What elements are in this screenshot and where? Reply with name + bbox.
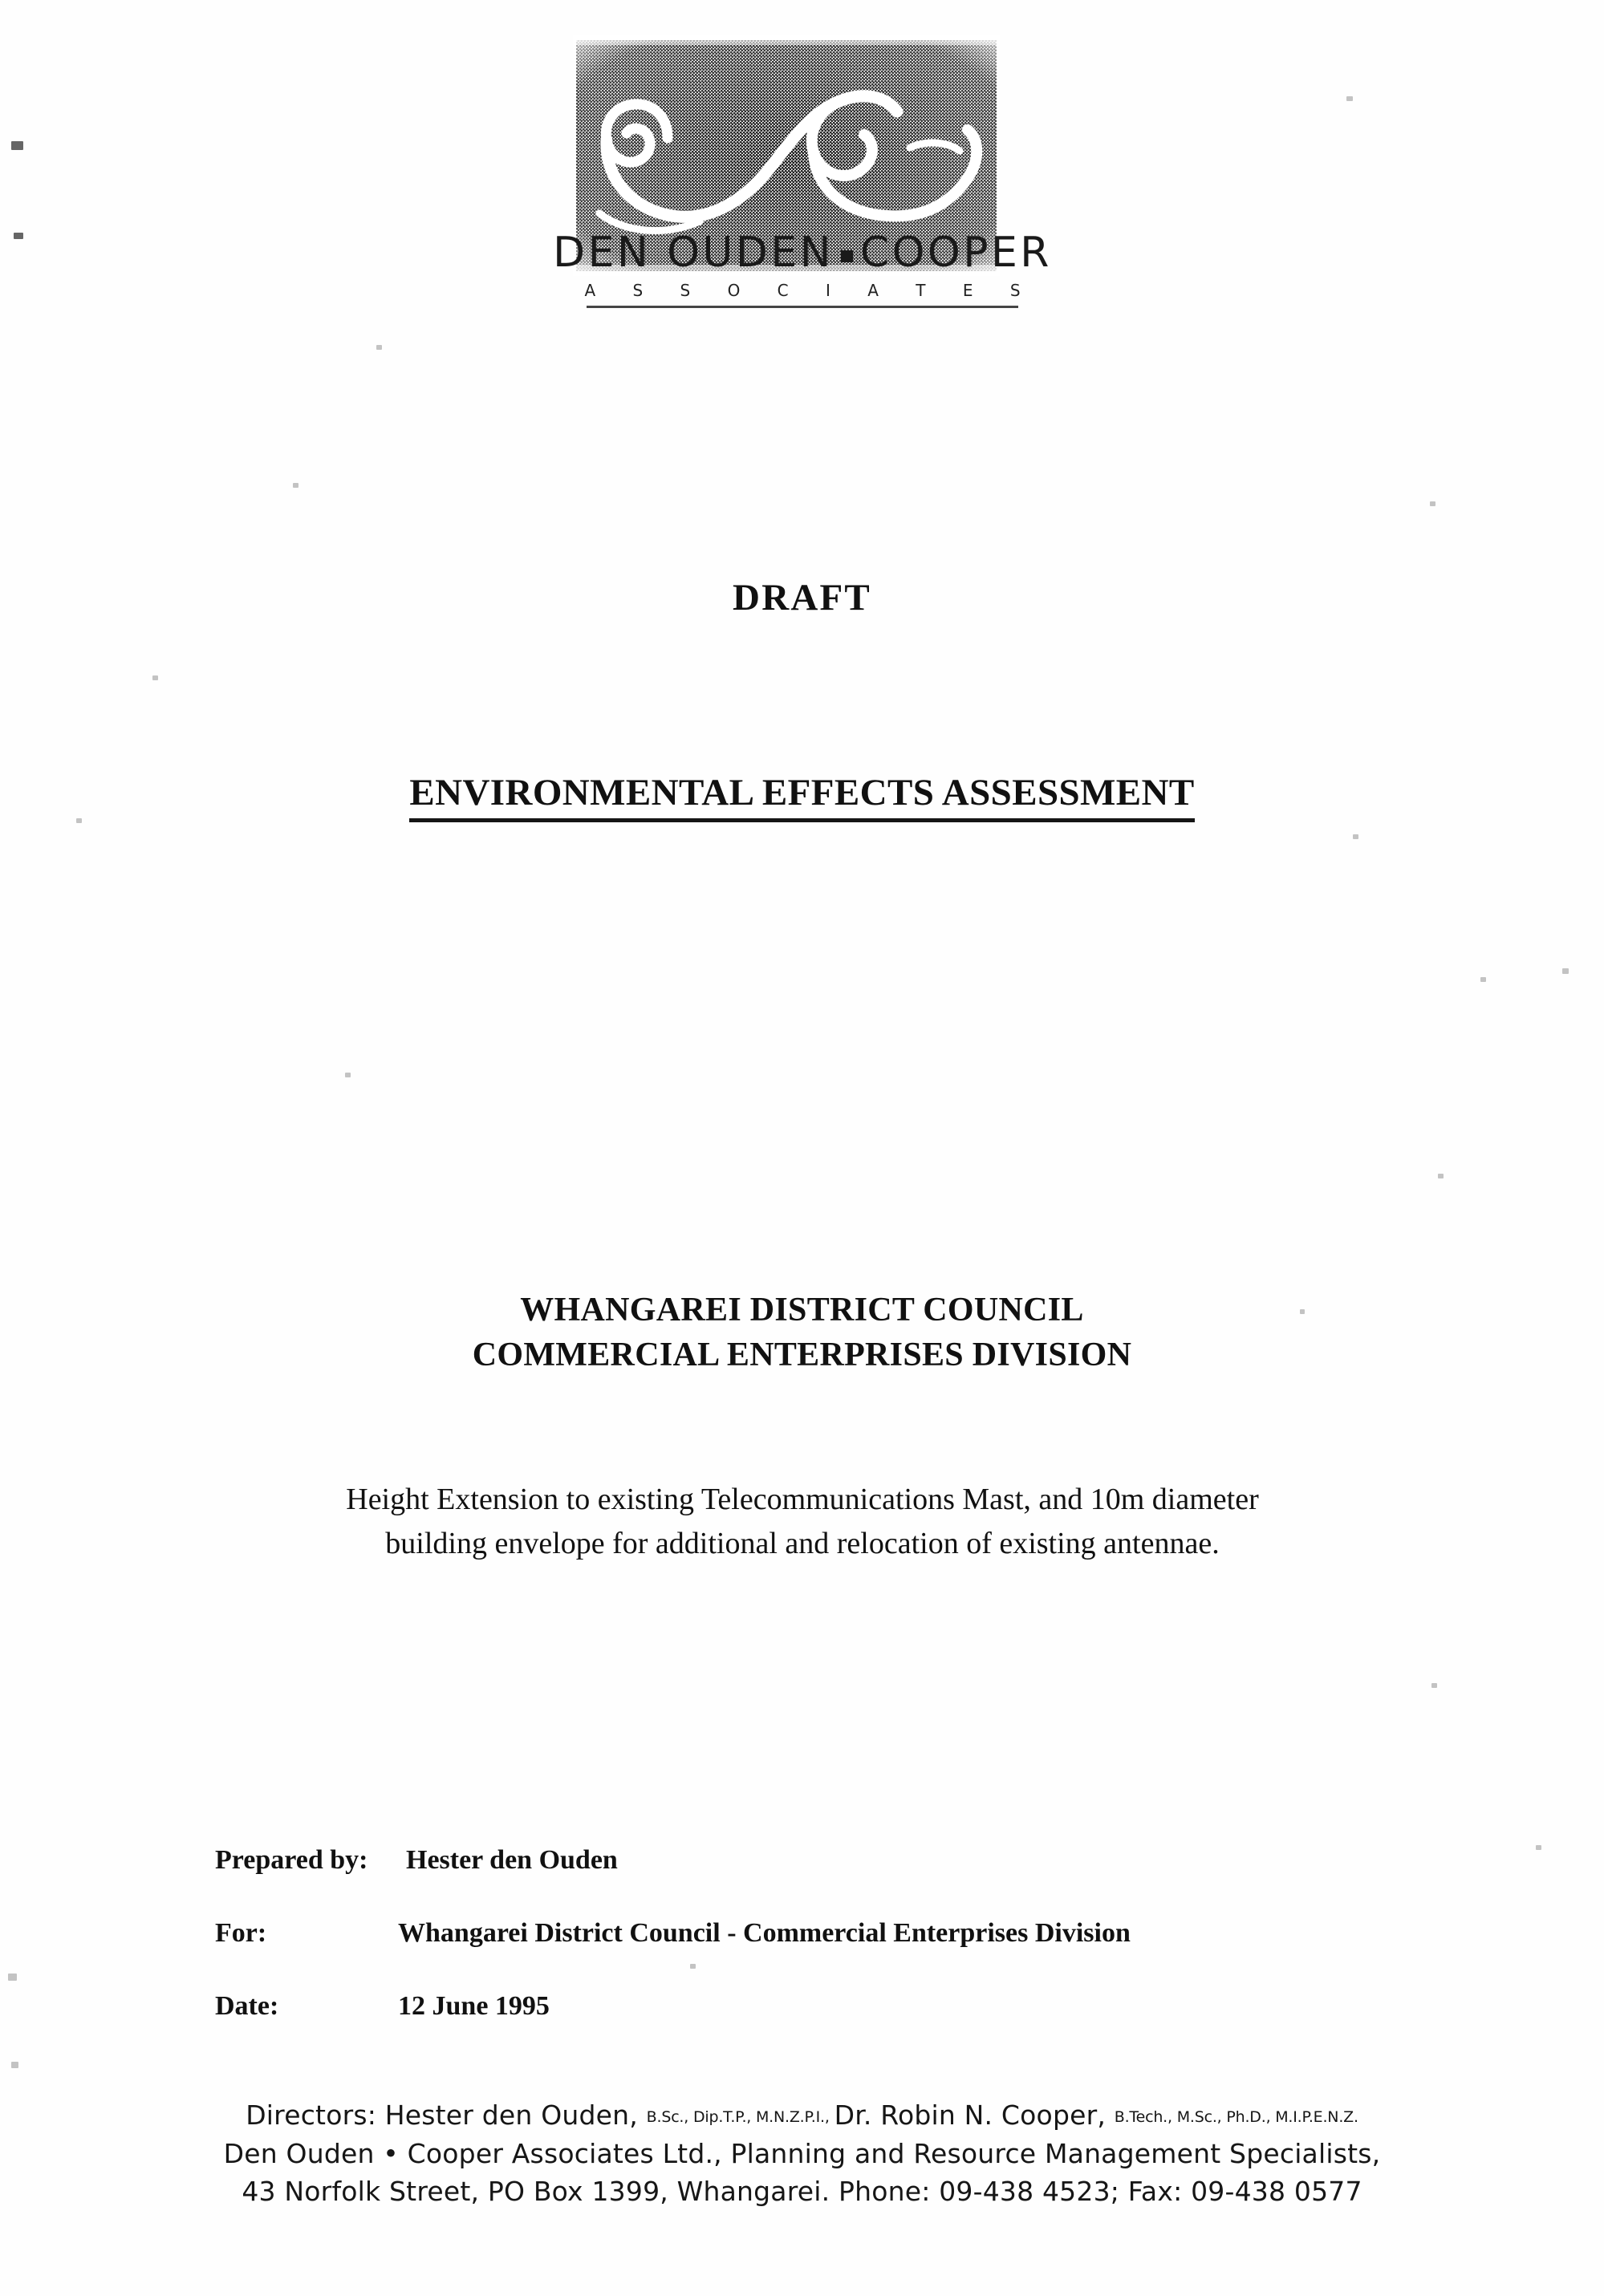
footer-director2-name: Dr. Robin N. Cooper, [834,2099,1115,2131]
footer-address-line: 43 Norfolk Street, PO Box 1399, Whangarei. Phone: 09-438 4523; Fax: 09-438 0577 [242,2176,1362,2208]
footer-company-line: Den Ouden • Cooper Associates Ltd., Planning and Resource Management Specialists, [223,2137,1381,2169]
scan-artifact [1346,96,1353,101]
for-value: Whangarei District Council - Commercial Enterprises Division [398,1918,1131,1948]
footer-director2-quals: B.Tech., M.Sc., Ph.D., M.I.P.E.N.Z. [1114,2108,1358,2126]
client-name-line2: COMMERCIAL ENTERPRISES DIVISION [472,1336,1132,1373]
draft-stamp: DRAFT [733,577,871,619]
document-metadata [215,1847,1435,2020]
wordmark-main-line [493,231,1111,275]
scan-artifact [152,675,158,680]
footer-director1-quals: B.Sc., Dip.T.P., M.N.Z.P.I., [646,2108,834,2126]
page-title: ENVIRONMENTAL EFFECTS ASSESSMENT [409,771,1194,822]
wordmark-den-ouden: DEN OUDEN [553,229,834,277]
scan-artifact [1536,1845,1541,1850]
wordmark-cooper: COOPER [859,229,1052,277]
metadata-row-date [215,1993,1435,2020]
footer-directors-line [0,2096,1604,2135]
page-footer [0,2096,1604,2211]
metadata-row-for [215,1920,1435,1947]
scan-artifact [11,141,23,150]
scan-artifact [376,345,382,350]
proposal-line2: building envelope for additional and relocation of existing antennae. [385,1527,1220,1561]
for-label: For: [215,1918,267,1948]
page-title-wrapper [0,771,1604,822]
wordmark-associates: A S S O C I A T E S [584,280,1037,300]
scan-artifact [293,483,298,488]
prepared-by-value: Hester den Ouden [406,1845,618,1875]
prepared-by-label: Prepared by: [215,1845,368,1875]
scan-artifact [1480,977,1486,982]
metadata-row-prepared-by [215,1847,1435,1874]
proposal-description [205,1478,1400,1567]
scan-artifact [1438,1174,1444,1178]
date-label: Date: [215,1991,279,2021]
scan-artifact [11,2062,18,2068]
wordmark-rule [587,306,1018,308]
scan-artifact [1562,968,1569,974]
date-value: 12 June 1995 [398,1991,550,2021]
scan-artifact [345,1073,351,1077]
scan-artifact [14,233,23,239]
footer-directors-prefix: Directors: Hester den Ouden, [246,2099,647,2131]
scan-artifact [8,1974,17,1981]
scan-artifact [1353,834,1358,839]
scan-artifact [1431,1683,1437,1688]
client-block [0,1288,1604,1378]
company-wordmark [493,231,1111,308]
scan-artifact [1430,501,1435,506]
proposal-line1: Height Extension to existing Telecommunications Mast, and 10m diameter [346,1483,1259,1516]
client-name-line1: WHANGAREI DISTRICT COUNCIL [520,1292,1084,1329]
square-bullet-icon [841,250,853,262]
